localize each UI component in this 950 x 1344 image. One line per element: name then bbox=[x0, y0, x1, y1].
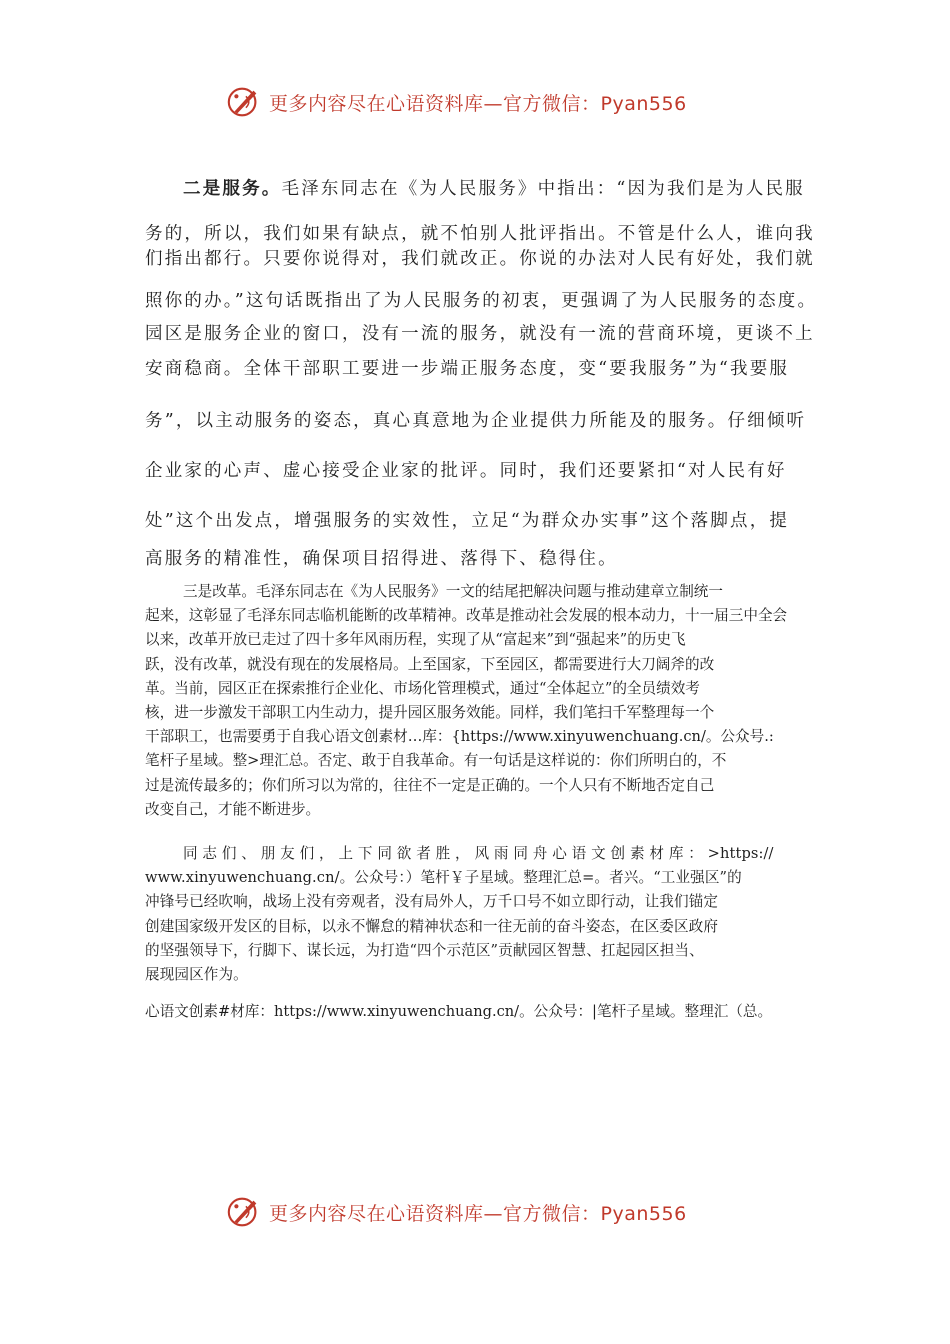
paragraph-line: 起来，这彰显了毛泽东同志临机能断的改革精神。改革是推动社会发展的根本动力，十一届三中全会 bbox=[145, 607, 788, 625]
pen-logo-icon bbox=[225, 1193, 263, 1231]
paragraph-line: 们指出都行。只要你说得对，我们就改正。你说的办法对人民有好处，我们就 bbox=[145, 249, 815, 269]
paragraph-line: 核，进一步激发干部职工内生动力，提升园区服务效能。同样，我们笔扫千军整理每一个 bbox=[145, 704, 715, 722]
paragraph-line: 照你的办。”这句话既指出了为人民服务的初衷，更强调了为人民服务的态度。 bbox=[145, 291, 818, 311]
paragraph-line: 心语文创素#材库：https://www.xinyuwenchuang.cn/。公众号：|笔杆子星域。整理汇（总。 bbox=[145, 1003, 773, 1020]
footer-banner bbox=[225, 1190, 725, 1234]
paragraph-line: 三是改革。毛泽东同志在《为人民服务》一文的结尾把解决问题与推动建章立制统一 bbox=[183, 583, 723, 600]
paragraph-source-note bbox=[145, 1000, 807, 1024]
paragraph-reform bbox=[145, 580, 807, 822]
paragraph-closing bbox=[145, 842, 807, 987]
paragraph-line: 跃，没有改革，就没有现在的发展格局。上至国家，下至园区，都需要进行大刀阔斧的改 bbox=[145, 655, 715, 673]
paragraph-text: 毛泽东同志在《为人民服务》中指出：“因为我们是为人民服 bbox=[281, 179, 805, 199]
paragraph-line: 干部职工，也需要勇于自我心语文创素材…库：{https://www.xinyuwenchuang.cn/。公众号.: bbox=[145, 728, 774, 746]
paragraph-line: 安商稳商。全体干部职工要进一步端正服务态度，变“要我服务”为“我要服 bbox=[145, 359, 790, 379]
footer-banner-text bbox=[269, 1199, 687, 1226]
paragraph-line: 高服务的精准性，确保项目招得进、落得下、稳得住。 bbox=[145, 549, 618, 569]
header-banner-label: 更多内容尽在心语资料库—官方微信： bbox=[269, 92, 601, 115]
paragraph-line: 展现园区作为。 bbox=[145, 966, 248, 984]
paragraph-line bbox=[183, 175, 805, 200]
paragraph-line: 企业家的心声、虚心接受企业家的批评。同时，我们还要紧扣“对人民有好 bbox=[145, 461, 787, 481]
paragraph-line: 冲锋号已经吹响，战场上没有旁观者，没有局外人，万千口号不如立即行动，让我们锚定 bbox=[145, 893, 719, 911]
paragraph-line: 过是流传最多的；你们所习以为常的，往往不一定是正确的。一个人只有不断地否定自己 bbox=[145, 776, 715, 794]
paragraph-line: 务”，以主动服务的姿态，真心真意地为企业提供力所能及的服务。仔细倾听 bbox=[145, 411, 807, 431]
header-wechat-id: Pyan556 bbox=[600, 92, 687, 115]
paragraph-line: 同 志 们 、 朋 友 们 ， 上 下 同 欲 者 胜 ， 风 雨 同 舟 心 语 文 创 素 材 库 ： >https:// bbox=[183, 845, 774, 862]
footer-wechat-id: Pyan556 bbox=[600, 1202, 687, 1225]
paragraph-line: 务的，所以，我们如果有缺点，就不怕别人批评指出。不管是什么人，谁向我 bbox=[145, 224, 815, 244]
footer-banner-label: 更多内容尽在心语资料库—官方微信： bbox=[269, 1202, 601, 1225]
paragraph-line: 处”这个出发点，增强服务的实效性，立足“为群众办实事”这个落脚点，提 bbox=[145, 511, 790, 531]
paragraph-line: 笔杆子星域。整>理汇总。否定、敢于自我革命。有一句话是这样说的：你们所明白的，不 bbox=[145, 752, 727, 770]
pen-logo-icon bbox=[225, 83, 263, 121]
header-banner-text bbox=[269, 89, 687, 116]
paragraph-lead: 二是服务。 bbox=[183, 179, 282, 199]
paragraph-line: 改变自己，才能不断进步。 bbox=[145, 800, 321, 818]
header-banner bbox=[225, 80, 725, 124]
paragraph-line: 革。当前，园区正在探索推行企业化、市场化管理模式，通过“全体起立”的全员绩效考 bbox=[145, 679, 700, 697]
paragraph-line: 的坚强领导下，行脚下、谋长远，为打造“四个示范区”贡献园区智慧、扛起园区担当、 bbox=[145, 941, 704, 959]
paragraph-line: 以来，改革开放已走过了四十多年风雨历程，实现了从“富起来”到“强起来”的历史飞 bbox=[145, 631, 686, 649]
paragraph-line: 园区是服务企业的窗口，没有一流的服务，就没有一流的营商环境，更谈不上 bbox=[145, 324, 815, 344]
paragraph-line: 创建国家级开发区的目标，以永不懈怠的精神状态和一往无前的奋斗姿态，在区委区政府 bbox=[145, 917, 719, 935]
paragraph-line: www.xinyuwenchuang.cn/。公众号：）笔杆￥子星域。整理汇总=。者兴。“工业强区”的 bbox=[145, 869, 742, 887]
